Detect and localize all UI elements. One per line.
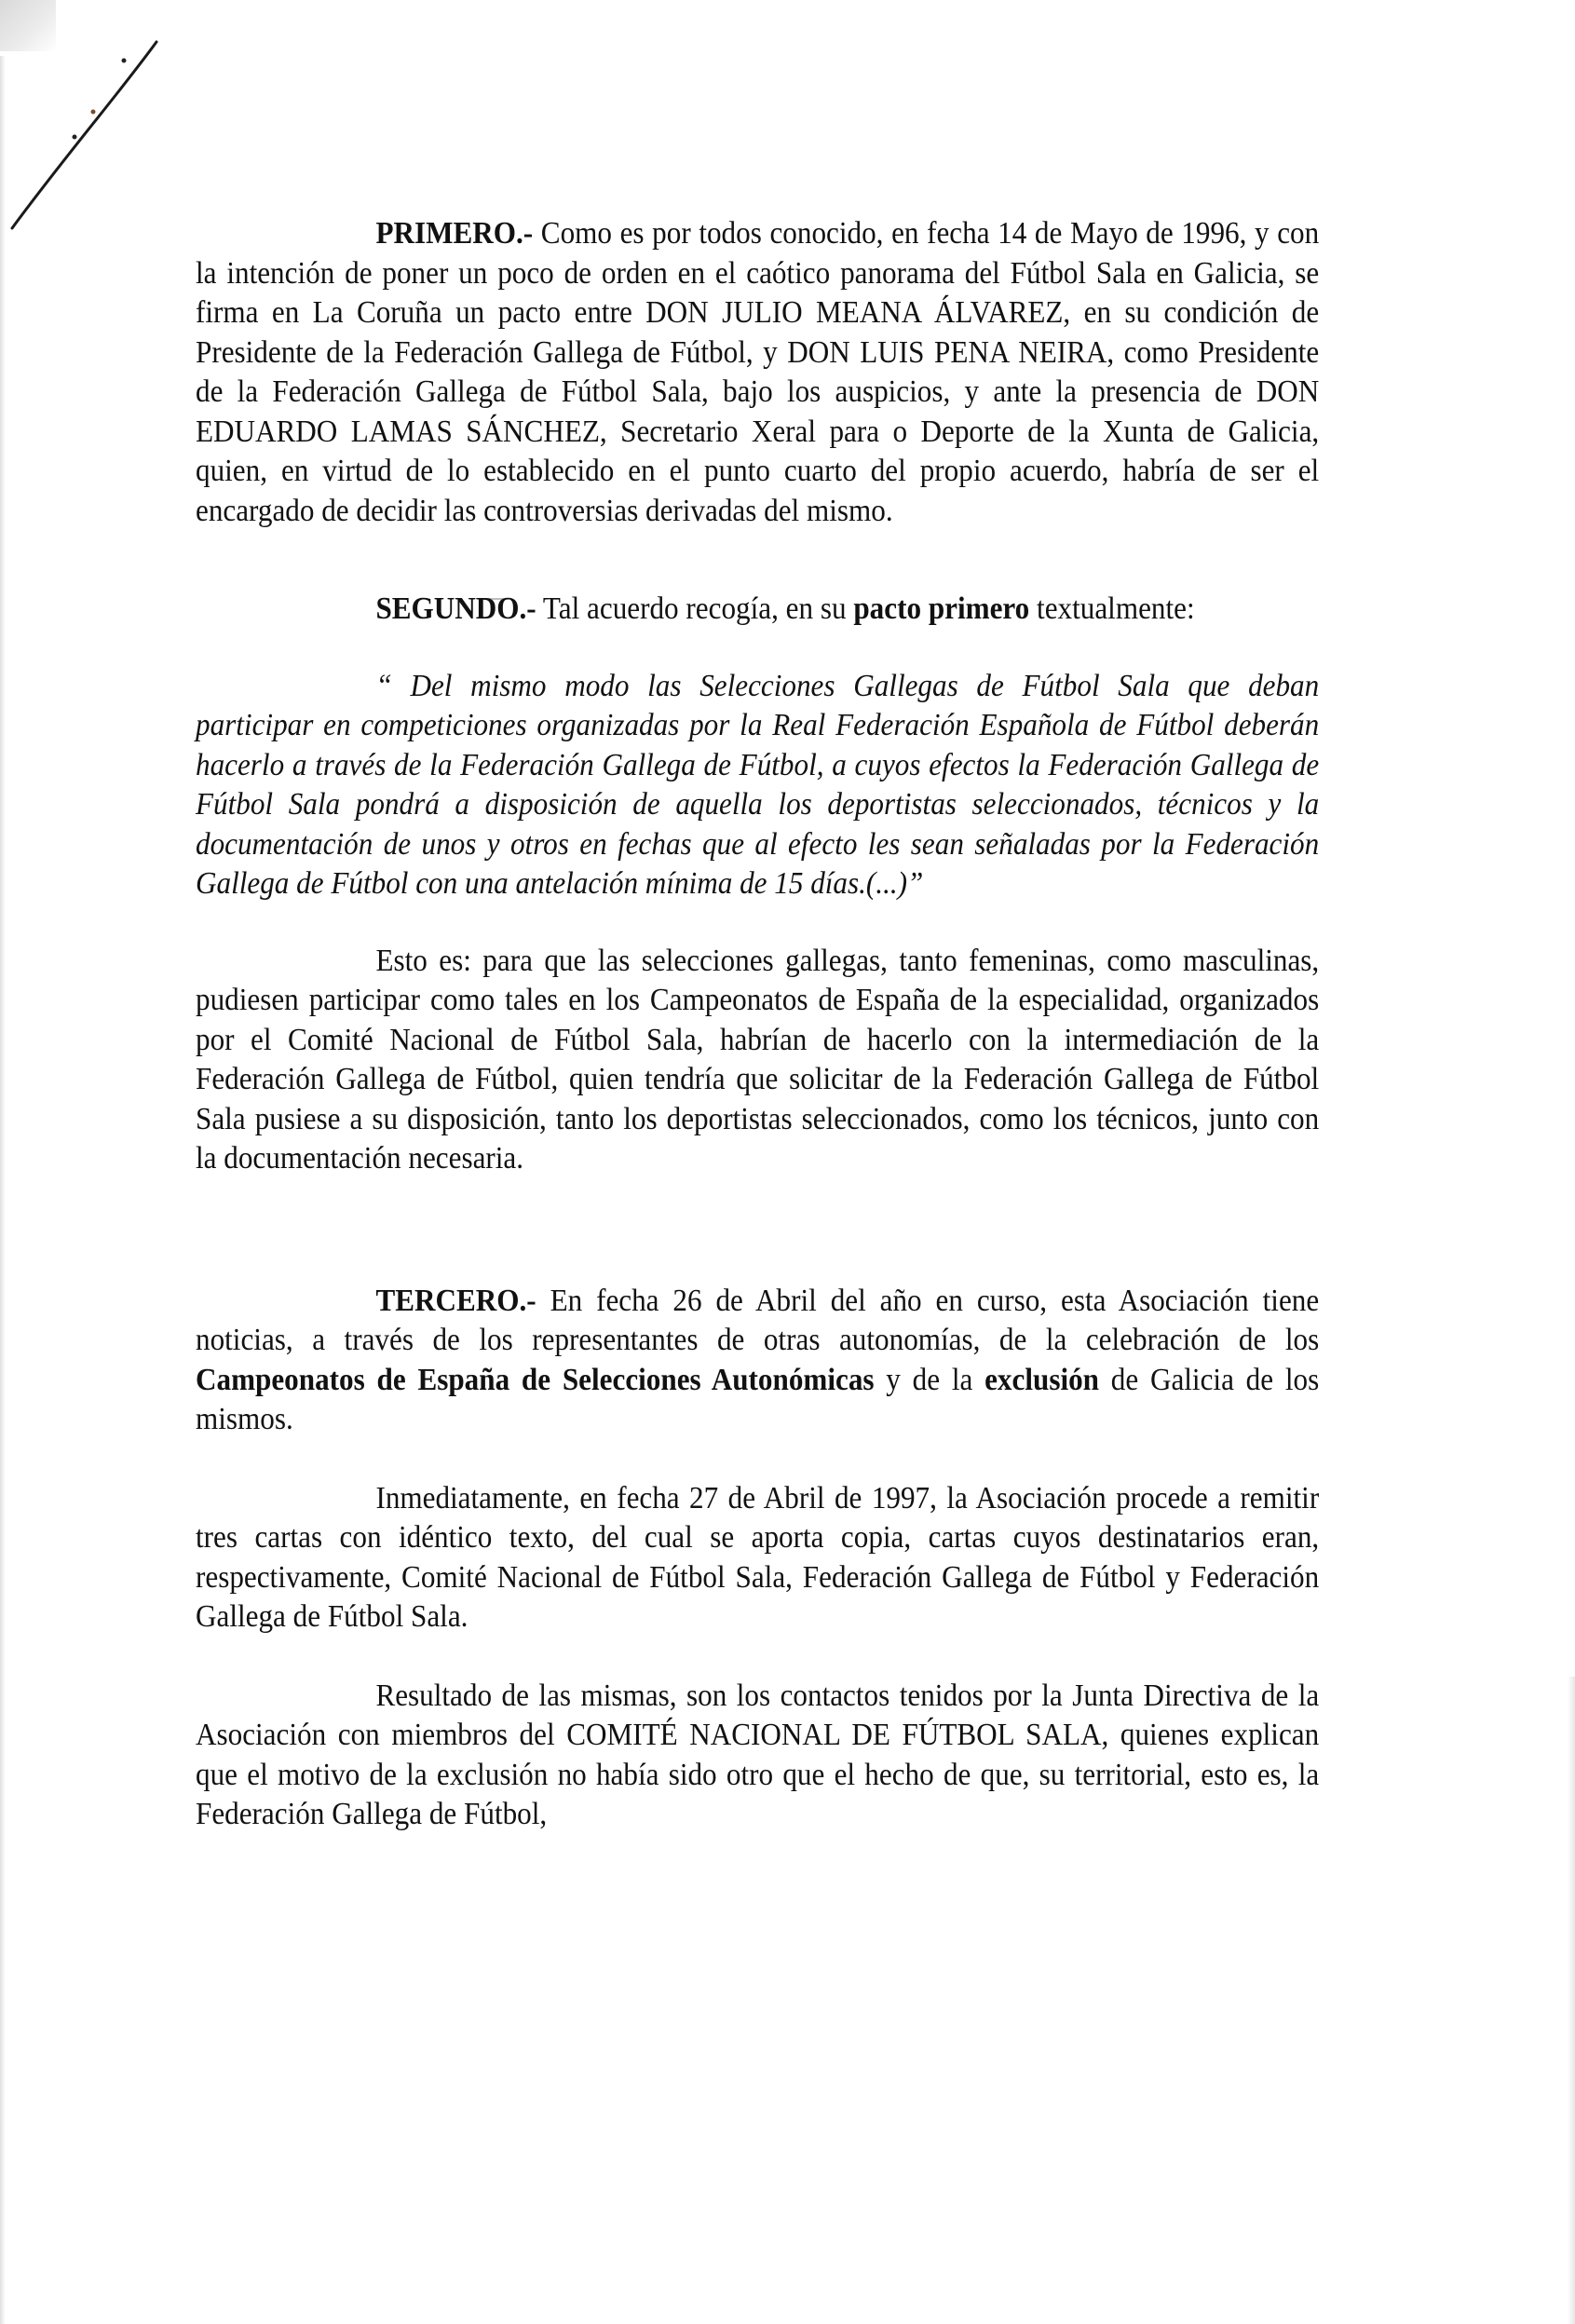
section-text-primero: Como es por todos conocido, en fecha 14 de Mayo de 1996, y con la intención de poner un poco de orden en el caótico panorama del Fútbol Sala en Galicia, se firma en La Coruña un pacto entre DON JULIO MEANA ÁLVAREZ, en su condición de Presidente de la Federación Gallega de Fútbol, y DON LUIS PENA NEIRA, como Presidente de la Federación Gallega de Fútbol Sala, bajo los auspicios, y ante la presencia de DON EDUARDO LAMAS SÁNCHEZ, Secretario Xeral para o Deporte de la Xunta de Galicia, quien, en virtud de lo establecido en el punto cuarto del propio acuerdo, habría de ser el encargado de decidir las controversias derivadas del mismo. [196,216,1320,528]
section-tercero [196,1282,1319,1440]
section-heading-primero: PRIMERO.- [375,216,534,251]
pen-stroke-mark [7,37,166,238]
section-heading-tercero: TERCERO.- [375,1283,536,1318]
bold-phrase-campeonatos: Campeonatos de España de Selecciones Autonómicas [196,1362,875,1397]
section-text-segundo-end: textualmente: [1029,591,1195,626]
bold-phrase-pacto-primero: pacto primero [853,591,1030,626]
bold-phrase-exclusion: exclusión [984,1362,1100,1397]
document-page [196,214,1320,1835]
letters-paragraph: Inmediatamente, en fecha 27 de Abril de 1997, la Asociación procede a remitir tres cartas con idéntico texto, del cual se aporta copia, cartas cuyos destinatarios eran, respectivamente, Comité Nacional de Fútbol Sala, Federación Gallega de Fútbol y Federación Gallega de Fútbol Sala. [196,1480,1320,1634]
scan-speck [73,135,77,140]
result-paragraph: Resultado de las mismas, son los contactos tenidos por la Junta Directiva de la Asociación con miembros del COMITÉ NACIONAL DE FÚTBOL SALA, quienes explican que el motivo de la exclusión no había sido otro que el hecho de que, su territorial, esto es, la Federación Gallega de Fútbol, [196,1678,1320,1831]
scan-shadow-left [0,56,6,2324]
section-heading-segundo: SEGUNDO.- [375,591,536,626]
section-text-segundo: Tal acuerdo recogía, en su [536,591,854,626]
section-text-tercero-end: de Galicia de los mismos. [196,1362,1320,1436]
section-text-tercero: En fecha 26 de Abril del año en curso, esta Asociación tiene noticias, a través de los representantes de otras autonomías, de la celebración de los [196,1283,1320,1357]
section-segundo [196,590,1319,630]
section-text-tercero-middle: y de la [874,1362,985,1397]
explanation-paragraph: Esto es: para que las selecciones gallegas, tanto femeninas, como masculinas, pudiesen participar como tales en los Campeonatos de España de la especialidad, organizados por el Comité Nacional de Fútbol Sala, habrían de hacerlo con la intermediación de la Federación Gallega de Fútbol, quien tendría que solicitar de la Federación Gallega de Fútbol Sala pusiese a su disposición, tanto los deportistas seleccionados, como los técnicos, junto con la documentación necesaria. [196,943,1320,1176]
quoted-agreement: “ Del mismo modo las Selecciones Gallegas de Fútbol Sala que deban participar en competiciones organizadas por la Real Federación Española de Fútbol deberán hacerlo a través de la Federación Gallega de Fútbol, a cuyos efectos la Federación Gallega de Fútbol Sala pondrá a disposición de aquella los deportistas seleccionados, técnicos y la documentación de unos y otros en fechas que al efecto les sean señaladas por la Federación Gallega de Fútbol con una antelación mínima de 15 días.(...)” [196,668,1320,901]
section-primero [196,214,1319,531]
scan-shadow-right [1568,1677,1575,2324]
scan-speck [122,59,127,63]
scan-speck [91,110,96,115]
